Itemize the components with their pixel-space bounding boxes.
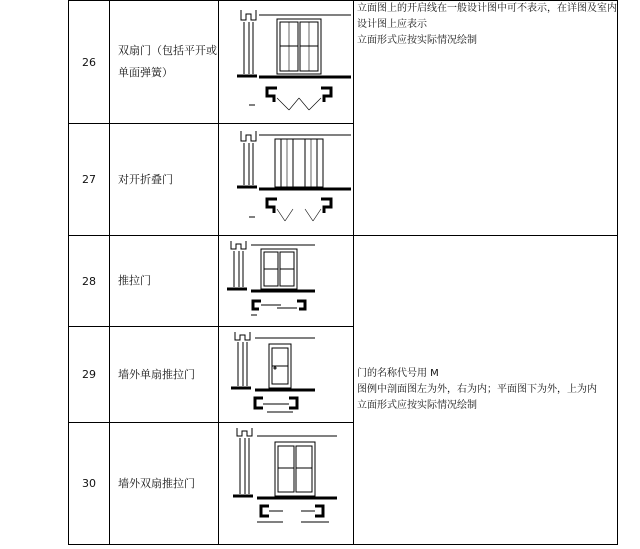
door-figure: [219, 1, 354, 124]
door-figure: [219, 124, 354, 236]
exterior-double-sliding-door-symbol-icon: [219, 424, 353, 544]
note-text: 立面图上的开启线在一般设计图中可不表示，在详图及室内设计图上应表示: [357, 3, 617, 30]
row-number: 26: [69, 1, 110, 124]
door-type-name: 墙外单扇推拉门: [110, 327, 219, 423]
sliding-door-symbol-icon: [219, 237, 353, 326]
row-number: 29: [69, 327, 110, 423]
door-type-name: 双扇门（包括平开或单面弹簧）: [110, 1, 219, 124]
notes-cell-group2: [354, 236, 618, 545]
door-type-name: 对开折叠门: [110, 124, 219, 236]
door-figure: [219, 327, 354, 423]
door-type-name: 推拉门: [110, 236, 219, 327]
exterior-single-sliding-door-symbol-icon: [219, 328, 353, 422]
notes-cell-group1: [354, 1, 618, 236]
table-row: [69, 1, 618, 124]
note-text: 立面形式应按实际情况绘制: [357, 400, 477, 411]
note-text: 门的名称代号用 M: [357, 368, 439, 379]
note-text: 图例中剖面图左为外，右为内；平面图下为外，上为内: [357, 384, 597, 395]
double-leaf-door-symbol-icon: [219, 2, 353, 123]
door-figure: [219, 236, 354, 327]
row-number: 27: [69, 124, 110, 236]
row-number: 28: [69, 236, 110, 327]
door-legend-table: [68, 0, 618, 545]
door-figure: [219, 423, 354, 545]
bi-fold-door-symbol-icon: [219, 125, 353, 235]
row-number: 30: [69, 423, 110, 545]
table-row: [69, 236, 618, 327]
door-type-name: 墙外双扇推拉门: [110, 423, 219, 545]
note-text: 立面形式应按实际情况绘制: [357, 35, 477, 46]
